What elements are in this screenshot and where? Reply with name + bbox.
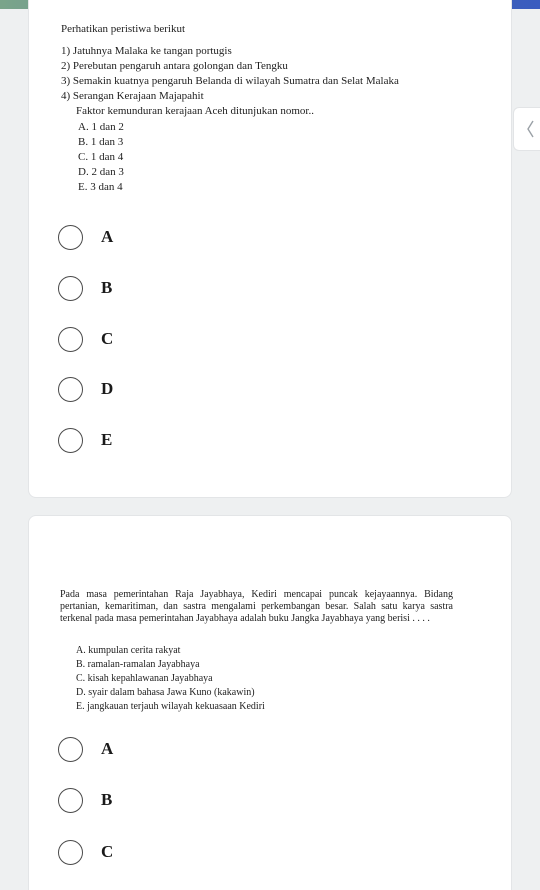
- question-2-choice: B. ramalan-ramalan Jayabhaya: [76, 659, 200, 670]
- answer-option-d[interactable]: [58, 375, 218, 403]
- answer-option-a[interactable]: [58, 735, 218, 763]
- answer-option-label: A: [101, 227, 114, 246]
- side-panel-toggle[interactable]: [513, 107, 540, 151]
- answer-option-e[interactable]: [58, 426, 218, 454]
- radio-button[interactable]: [58, 327, 83, 352]
- question-1-event: 4) Serangan Kerajaan Majapahit: [61, 90, 204, 102]
- radio-button[interactable]: [58, 428, 83, 453]
- answer-option-label: A: [101, 739, 114, 758]
- chevron-left-icon: [526, 120, 536, 138]
- answer-option-label: E: [101, 430, 113, 449]
- answer-option-b[interactable]: [58, 786, 218, 814]
- question-1-choice: C. 1 dan 4: [78, 151, 124, 163]
- answer-option-c[interactable]: [58, 838, 218, 866]
- answer-option-label: B: [101, 790, 113, 809]
- answer-option-label: C: [101, 842, 114, 861]
- question-1-event: 1) Jatuhnya Malaka ke tangan portugis: [61, 45, 232, 57]
- answer-option-label: C: [101, 329, 114, 348]
- question-2-choice: D. syair dalam bahasa Jawa Kuno (kakawin): [76, 687, 255, 698]
- radio-button[interactable]: [58, 225, 83, 250]
- radio-button[interactable]: [58, 276, 83, 301]
- question-1-choice: A. 1 dan 2: [78, 121, 124, 133]
- radio-button[interactable]: [58, 737, 83, 762]
- answer-option-a[interactable]: [58, 223, 218, 251]
- question-1-prompt: Faktor kemunduran kerajaan Aceh ditunjukan nomor..: [76, 105, 314, 117]
- answer-option-label: D: [101, 379, 114, 398]
- question-2-text: Pada masa pemerintahan Raja Jayabhaya, Kediri mencapai puncak kejayaannya. Bidang pertanian, kemaritiman, dan sastra mengalami perkembangan besar. Salah satu karya sastra terkenal pada masa pemerintahan Jayabhaya adalah buku Jangka Jayabhaya yang berisi . . . .: [60, 589, 453, 624]
- question-1-event: 3) Semakin kuatnya pengaruh Belanda di wilayah Sumatra dan Selat Malaka: [61, 75, 399, 87]
- radio-button[interactable]: [58, 840, 83, 865]
- question-1-event: 2) Perebutan pengaruh antara golongan dan Tengku: [61, 60, 288, 72]
- answer-option-label: B: [101, 278, 113, 297]
- question-1-choice: D. 2 dan 3: [78, 166, 124, 178]
- radio-button[interactable]: [58, 377, 83, 402]
- question-1-choice: B. 1 dan 3: [78, 136, 124, 148]
- question-1-choice: E. 3 dan 4: [78, 181, 123, 193]
- answer-option-c[interactable]: [58, 325, 218, 353]
- answer-option-b[interactable]: [58, 274, 218, 302]
- question-2-choice: E. jangkauan terjauh wilayah kekuasaan Kediri: [76, 701, 265, 712]
- question-2-choice: A. kumpulan cerita rakyat: [76, 645, 181, 656]
- question-1-intro: Perhatikan peristiwa berikut: [61, 23, 186, 35]
- radio-button[interactable]: [58, 788, 83, 813]
- question-2-choice: C. kisah kepahlawanan Jayabhaya: [76, 673, 213, 684]
